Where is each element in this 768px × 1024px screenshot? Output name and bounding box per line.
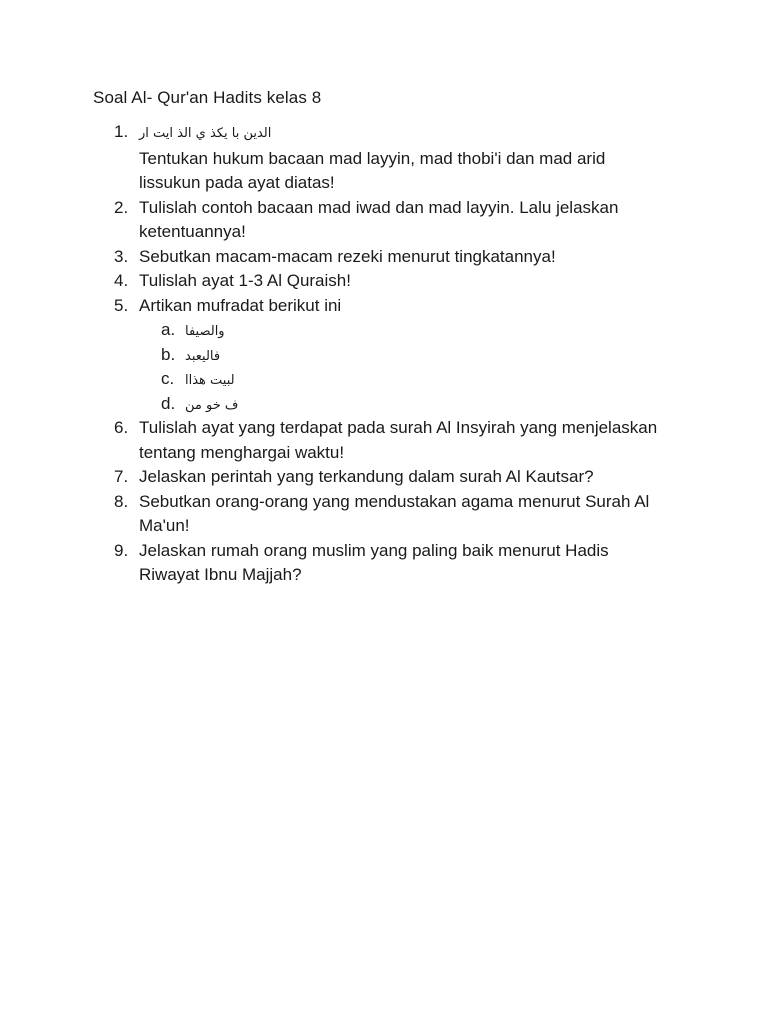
question-number: 4. — [114, 271, 129, 290]
page-title: Soal Al- Qur'an Hadits kelas 8 — [93, 88, 322, 107]
question-number: 3. — [114, 246, 129, 266]
question-text: Tentukan hukum bacaan mad layyin, mad thobi'i dan mad arid lissukun pada ayat diatas! — [139, 148, 606, 192]
mufradat-item — [139, 318, 669, 343]
question-text: Sebutkan macam-macam rezeki menurut tingkatannya! — [139, 246, 556, 266]
question-text: Tulislah contoh bacaan mad iwad dan mad layyin. Lalu jelaskan ketentuannya! — [139, 197, 619, 241]
mufradat-label: d. — [161, 393, 176, 413]
question-item — [0, 245, 669, 270]
mufradat-arabic: لبيت هذاا — [185, 373, 235, 388]
question-text: Tulislah ayat 1-3 Al Quraish! — [139, 271, 351, 290]
question-number: 9. — [114, 540, 129, 560]
question-text: Tulislah ayat yang terdapat pada surah Al Insyirah yang menjelaskan tentang menghargai waktu! — [139, 418, 658, 462]
question-item — [0, 294, 669, 417]
question-text: Artikan mufradat berikut ini — [139, 295, 342, 315]
question-number: 7. — [114, 467, 129, 486]
question-text: Jelaskan perintah yang terkandung dalam surah Al Kautsar? — [139, 467, 594, 486]
mufradat-arabic: ف خو من — [185, 397, 239, 413]
mufradat-item — [139, 343, 669, 368]
question-number: 5. — [114, 295, 129, 315]
question-text: Jelaskan rumah orang muslim yang paling baik menurut Hadis Riwayat Ibnu Majjah? — [139, 540, 609, 584]
question-item — [0, 196, 669, 245]
mufradat-label: a. — [161, 320, 176, 339]
question-text: Sebutkan orang-orang yang mendustakan agama menurut Surah Al Ma'un! — [139, 491, 650, 535]
mufradat-arabic: والصيفا — [185, 324, 225, 339]
mufradat-list — [139, 318, 669, 416]
question-item — [0, 120, 669, 196]
mufradat-item — [139, 367, 669, 392]
question-item — [0, 416, 669, 465]
question-item — [0, 539, 669, 588]
question-number: 8. — [114, 491, 129, 511]
question-number: 1. — [114, 122, 129, 141]
question-list — [0, 120, 768, 588]
mufradat-label: c. — [161, 369, 175, 388]
arabic-verse: الدين با يكذ ي الذ ايت ار — [139, 126, 272, 141]
question-number: 6. — [114, 418, 129, 437]
mufradat-label: b. — [161, 344, 176, 364]
question-item — [0, 465, 669, 490]
question-item — [0, 269, 669, 294]
mufradat-arabic: فاليعبد — [185, 348, 221, 364]
question-number: 2. — [114, 197, 129, 217]
question-item — [0, 490, 669, 539]
mufradat-item — [139, 392, 669, 417]
